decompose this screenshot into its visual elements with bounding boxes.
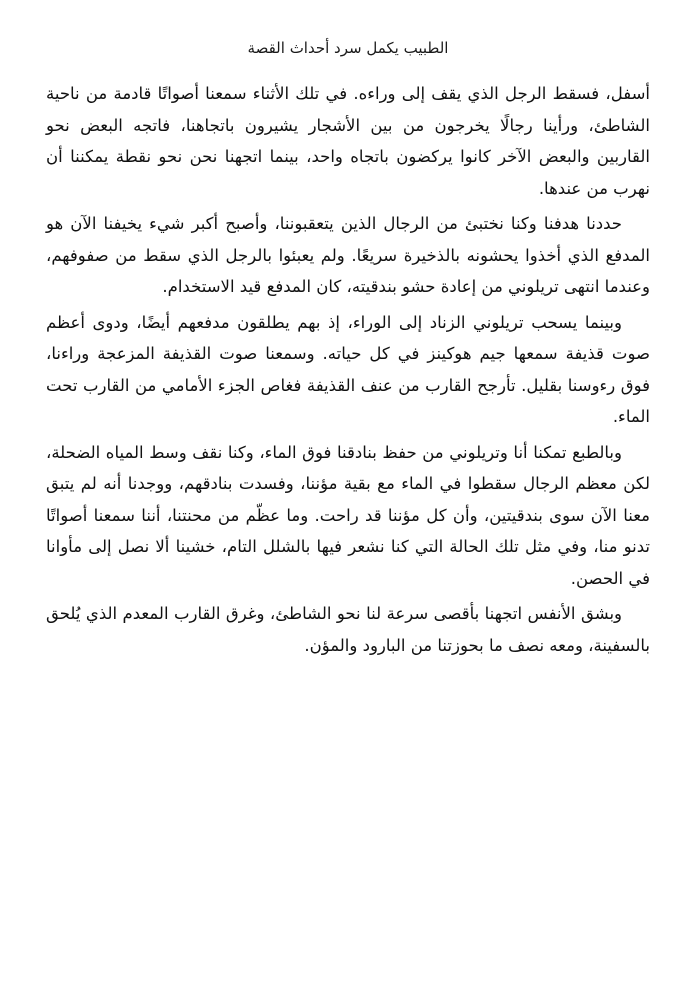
body-text — [46, 78, 650, 661]
paragraph: حددنا هدفنا وكنا نختبئ من الرجال الذين يتعقبوننا، وأصبح أكبر شيء يخيفنا الآن هو المدفع الذي أخذوا يحشونه بالذخيرة سريعًا. ولم يعبئوا بالرجل الذي سقط من صفوفهم، وعندما انتهى تريلوني من إعادة حشو بندقيته، كان المدفع قيد الاستخدام. — [46, 214, 650, 296]
paragraph: وبالطبع تمكنا أنا وتريلوني من حفظ بنادقنا فوق الماء، وكنا نقف وسط المياه الضحلة، لكن معظم الرجال سقطوا في الماء مع بقية مؤننا، وفسدت بنادقهم، ووجدنا أنه لم يتبق معنا الآن سوى بندقيتين، وأن كل مؤننا قد راحت. وما عظّم من محنتنا، أننا سمعنا أصواتًا تدنو منا، وفي مثل تلك الحالة التي كنا نشعر فيها بالشلل التام، خشينا ألا نصل إلى مأوانا في الحصن. — [46, 442, 650, 588]
paragraph: وبشق الأنفس اتجهنا بأقصى سرعة لنا نحو الشاطئ، وغرق القارب المعدم الذي يُلحق بالسفينة، ومعه نصف ما بحوزتنا من البارود والمؤن. — [46, 604, 650, 655]
running-header: الطبيب يكمل سرد أحداث القصة — [247, 39, 449, 57]
paragraph: أسفل، فسقط الرجل الذي يقف إلى وراءه. في تلك الأثناء سمعنا أصواتًا قادمة من ناحية الشاطئ، ورأينا رجالًا يخرجون من بين الأشجار يشيرون باتجاهنا، فاتجه البعض نحو القاربين والبعض الآخر كانوا يركضون باتجاه واحد، بينما اتجهنا نحن نحو نقطة يمكننا أن نهرب من عندها. — [46, 84, 650, 198]
paragraph: وبينما يسحب تريلوني الزناد إلى الوراء، إذ بهم يطلقون مدفعهم أيضًا، ودوى أعظم صوت قذيفة سمعها جيم هوكينز في كل حياته. وسمعنا صوت القذيفة المزعجة وراءنا، فوق رءوسنا بقليل. تأرجح القارب من عنف القذيفة فغاص الجزء الأمامي من القارب تحت الماء. — [46, 312, 650, 426]
